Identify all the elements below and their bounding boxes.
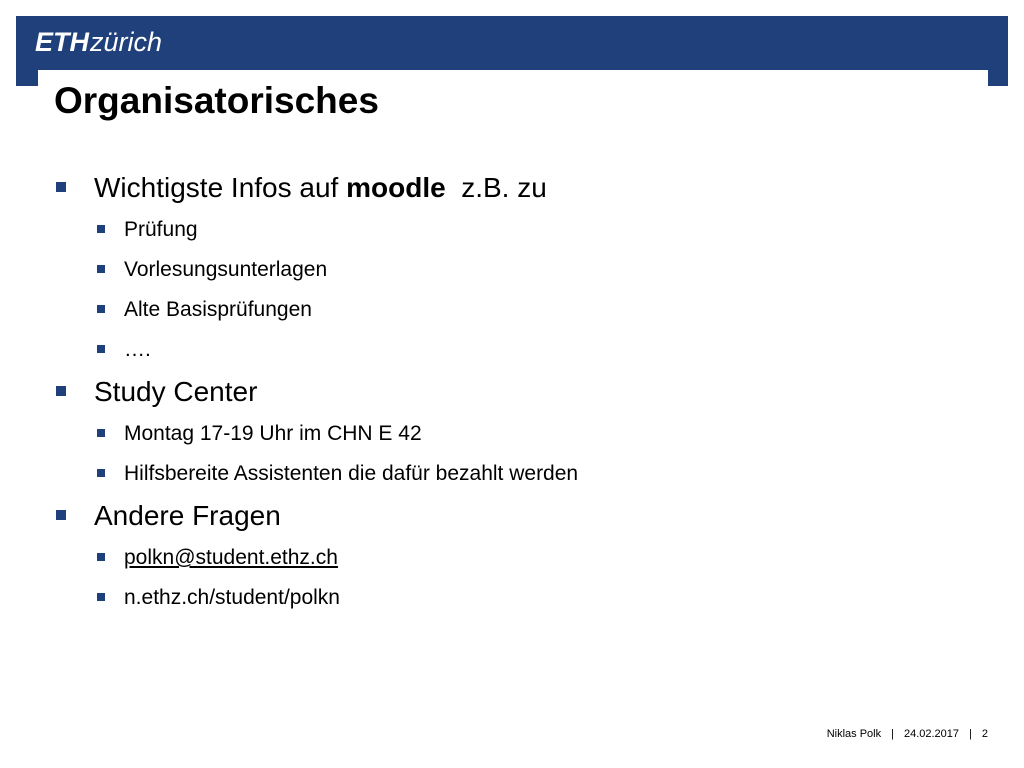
moodle-bold-text: moodle bbox=[346, 172, 446, 203]
bullet-text-after: z.B. zu bbox=[445, 172, 547, 203]
square-bullet-icon bbox=[56, 182, 66, 192]
bullet-text: Andere Fragen bbox=[94, 500, 281, 531]
footer-author: Niklas Polk bbox=[826, 728, 882, 740]
sub-bullet-text: Hilfsbereite Assistenten die dafür bezahlt werden bbox=[124, 462, 579, 485]
square-bullet-icon bbox=[56, 510, 66, 520]
footer bbox=[827, 726, 988, 742]
header-corner-left bbox=[16, 70, 38, 86]
sub-bullet-pruefung bbox=[56, 210, 986, 250]
footer-separator: | bbox=[891, 728, 894, 740]
sub-bullet-text: Montag 17-19 Uhr im CHN E 42 bbox=[124, 422, 422, 445]
sub-bullet-website bbox=[56, 578, 986, 618]
header-corner-right bbox=[988, 70, 1008, 86]
footer-separator: | bbox=[969, 728, 972, 740]
square-bullet-icon bbox=[97, 265, 105, 273]
bullet-study-center bbox=[56, 370, 986, 414]
sub-bullet-text: …. bbox=[124, 338, 151, 361]
page-number: 2 bbox=[981, 728, 988, 740]
bullet-andere-fragen bbox=[56, 494, 986, 538]
square-bullet-icon bbox=[56, 386, 66, 396]
page-title: Organisatorisches bbox=[54, 80, 379, 121]
bullet-list bbox=[56, 166, 986, 618]
header-bar bbox=[16, 16, 1008, 70]
bullet-text: Study Center bbox=[94, 376, 258, 407]
sub-bullet-vorlesungsunterlagen bbox=[56, 250, 986, 290]
logo-zurich-text: zürich bbox=[90, 27, 163, 57]
sub-bullet-montag bbox=[56, 414, 986, 454]
bullet-text-before: Wichtigste Infos auf bbox=[94, 172, 347, 203]
sub-bullet-text: n.ethz.ch/student/polkn bbox=[124, 586, 340, 609]
square-bullet-icon bbox=[97, 593, 105, 601]
square-bullet-icon bbox=[97, 345, 105, 353]
eth-zurich-logo bbox=[35, 27, 162, 57]
logo-eth-text: ETH bbox=[35, 27, 89, 57]
sub-bullet-text: Prüfung bbox=[124, 218, 198, 241]
square-bullet-icon bbox=[97, 469, 105, 477]
square-bullet-icon bbox=[97, 305, 105, 313]
sub-bullet-email bbox=[56, 538, 986, 578]
sub-bullet-text: Alte Basisprüfungen bbox=[124, 298, 312, 321]
sub-bullet-ellipsis bbox=[56, 330, 986, 370]
sub-bullet-alte-basispruefungen bbox=[56, 290, 986, 330]
sub-bullet-assistenten bbox=[56, 454, 986, 494]
square-bullet-icon bbox=[97, 225, 105, 233]
sub-bullet-text: Vorlesungsunterlagen bbox=[124, 258, 328, 281]
square-bullet-icon bbox=[97, 429, 105, 437]
email-link[interactable]: polkn@student.ethz.ch bbox=[124, 546, 338, 569]
footer-date: 24.02.2017 bbox=[903, 728, 960, 740]
bullet-moodle-info bbox=[56, 166, 986, 210]
square-bullet-icon bbox=[97, 553, 105, 561]
